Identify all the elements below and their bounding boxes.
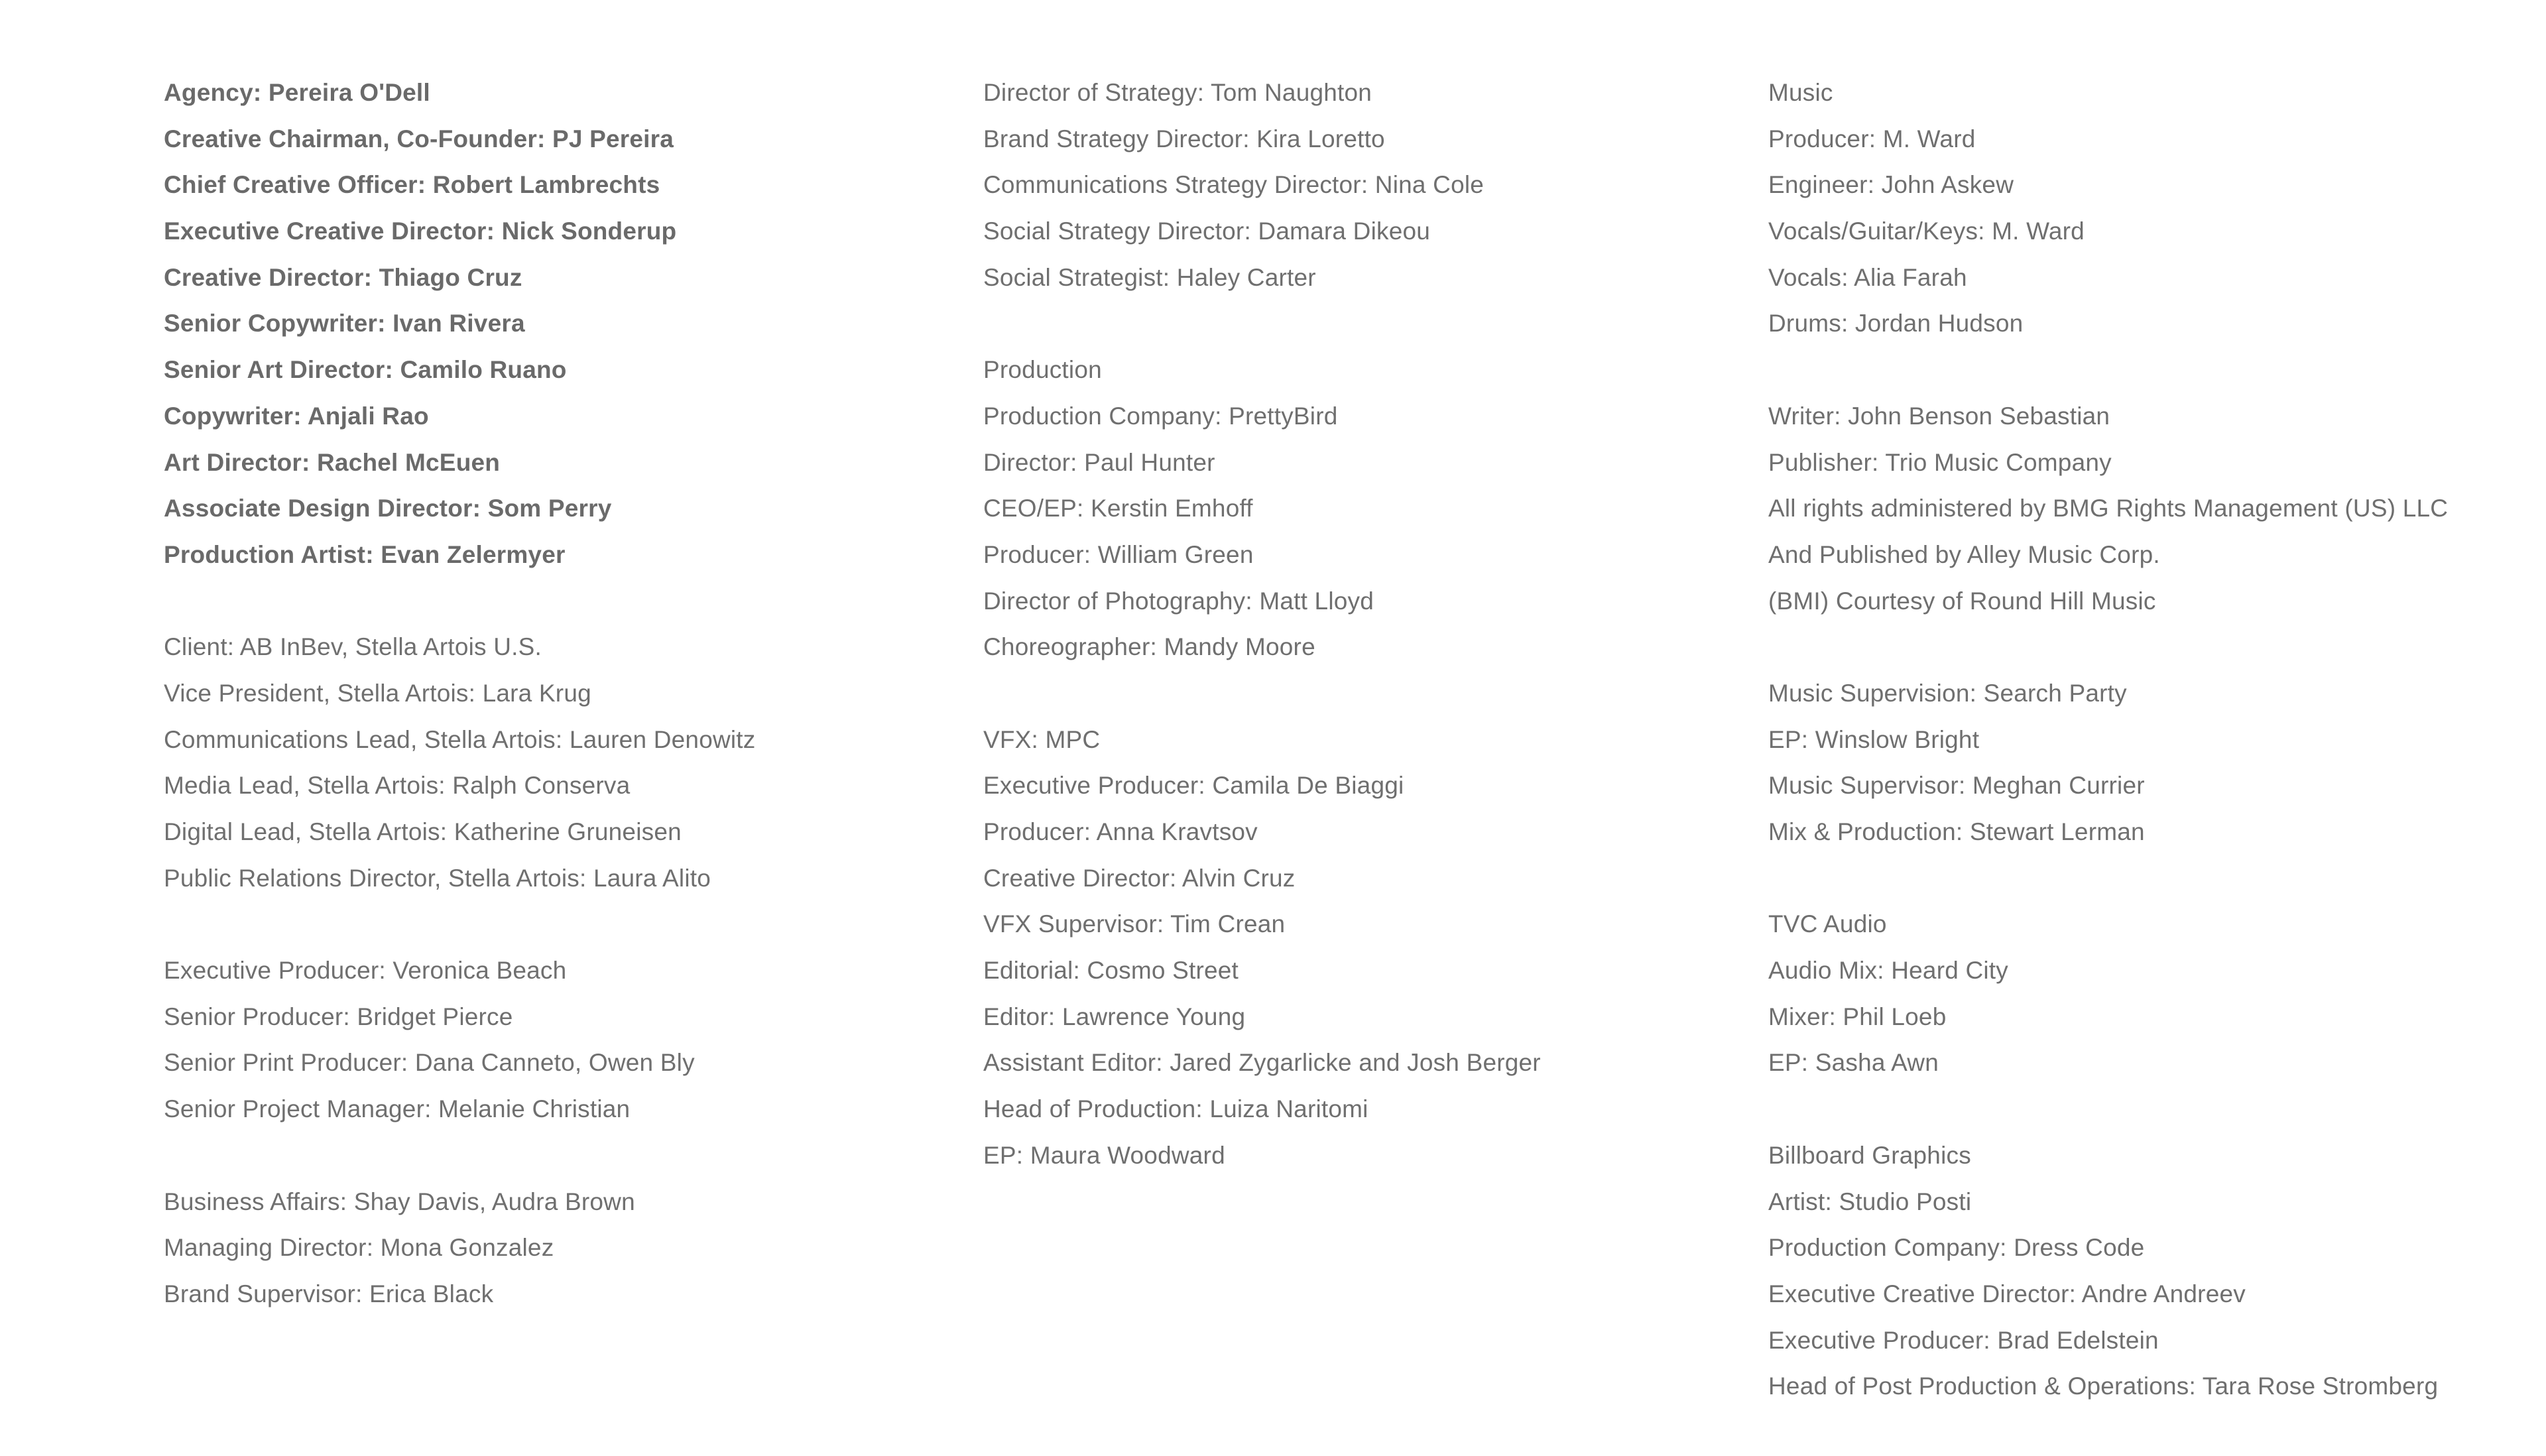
credit-line: Senior Copywriter: Ivan Rivera [164,310,525,337]
credit-line: Communications Strategy Director: Nina Cole [983,171,1485,199]
credit-group [164,70,756,578]
credit-line: Brand Strategy Director: Kira Loretto [983,125,1385,152]
credit-line: Production Artist: Evan Zelermyer [164,540,566,568]
credit-line: Engineer: John Askew [1768,171,2014,199]
credit-line: (BMI) Courtesy of Round Hill Music [1768,587,2156,615]
credit-line: Executive Creative Director: Andre Andreev [1768,1280,2246,1307]
credit-line: Audio Mix: Heard City [1768,957,2008,985]
credit-line: Director of Strategy: Tom Naughton [983,79,1372,106]
credit-line: Senior Art Director: Camilo Ruano [164,356,567,384]
credit-line: Social Strategist: Haley Carter [983,263,1316,291]
credit-line: Agency: Pereira O'Dell [164,79,430,106]
credit-line: Artist: Studio Posti [1768,1187,1972,1215]
credit-group [1768,1132,2448,1410]
credit-line: Copywriter: Anjali Rao [164,402,429,430]
credit-line: Creative Chairman, Co-Founder: PJ Pereira [164,125,674,152]
credit-line: Executive Producer: Brad Edelstein [1768,1326,2159,1354]
credit-line: Billboard Graphics [1768,1141,1971,1169]
credit-line: Media Lead, Stella Artois: Ralph Conserva [164,772,631,800]
credit-line: EP: Sasha Awn [1768,1049,1939,1077]
credit-line: Communications Lead, Stella Artois: Lauren Denowitz [164,725,756,753]
credit-line: CEO/EP: Kerstin Emhoff [983,495,1253,522]
credit-group [1768,70,2448,347]
credit-group [164,624,756,901]
credit-line: Business Affairs: Shay Davis, Audra Brown [164,1187,635,1215]
credit-line: Public Relations Director, Stella Artois: Laura Alito [164,864,711,892]
credit-line: VFX: MPC [983,725,1101,753]
credit-line: Publisher: Trio Music Company [1768,448,2112,476]
credit-line: Chief Creative Officer: Robert Lambrechts [164,171,660,199]
credit-group [1768,670,2448,855]
credit-line: EP: Winslow Bright [1768,725,1980,753]
credit-line: Music Supervision: Search Party [1768,679,2127,707]
credit-line: Senior Print Producer: Dana Canneto, Owen Bly [164,1049,695,1077]
credit-line: Brand Supervisor: Erica Black [164,1280,494,1307]
credit-line: Drums: Jordan Hudson [1768,310,2024,337]
credit-line: Production [983,356,1102,384]
credit-line: Producer: William Green [983,540,1254,568]
credit-group [1768,901,2448,1086]
credit-group [983,70,1541,300]
credit-line: Production Company: PrettyBird [983,402,1338,430]
credit-line: Executive Producer: Veronica Beach [164,957,567,985]
credits-column-1 [164,70,756,1363]
credit-group [1768,393,2448,624]
credit-group [164,1179,756,1317]
credit-line: EP: Maura Woodward [983,1141,1225,1169]
credit-line: Producer: Anna Kravtsov [983,818,1258,845]
credit-line: Vocals: Alia Farah [1768,263,1967,291]
credit-group [164,947,756,1132]
credit-line: Mixer: Phil Loeb [1768,1002,1947,1030]
credit-line: Producer: M. Ward [1768,125,1976,152]
credit-group [983,717,1541,1179]
credit-line: Music [1768,79,1833,106]
credit-line: Social Strategy Director: Damara Dikeou [983,217,1431,245]
credits-column-3 [1768,70,2448,1456]
credit-line: Writer: John Benson Sebastian [1768,402,2110,430]
credit-line: Choreographer: Mandy Moore [983,633,1315,661]
credit-line: Assistant Editor: Jared Zygarlicke and Josh Berger [983,1049,1541,1077]
credit-line: Client: AB InBev, Stella Artois U.S. [164,633,542,661]
credit-group [983,347,1541,670]
credit-line: Creative Director: Thiago Cruz [164,263,522,291]
credit-line: Art Director: Rachel McEuen [164,448,501,476]
credit-line: Editor: Lawrence Young [983,1002,1246,1030]
credit-line: Vice President, Stella Artois: Lara Krug [164,679,591,707]
credit-line: VFX Supervisor: Tim Crean [983,910,1286,938]
credit-line: Editorial: Cosmo Street [983,957,1239,985]
credit-line: All rights administered by BMG Rights Management (US) LLC [1768,495,2449,522]
credit-line: Music Supervisor: Meghan Currier [1768,772,2145,800]
credit-line: Managing Director: Mona Gonzalez [164,1234,554,1262]
credit-line: TVC Audio [1768,910,1887,938]
credit-line: And Published by Alley Music Corp. [1768,540,2160,568]
credit-line: Head of Production: Luiza Naritomi [983,1095,1368,1123]
credit-line: Senior Producer: Bridget Pierce [164,1002,513,1030]
credit-line: Associate Design Director: Som Perry [164,495,612,522]
credit-line: Senior Project Manager: Melanie Christian [164,1095,631,1123]
credit-line: Director: Paul Hunter [983,448,1215,476]
credit-line: Executive Producer: Camila De Biaggi [983,772,1404,800]
credit-line: Digital Lead, Stella Artois: Katherine Gruneisen [164,818,682,845]
credit-line: Director of Photography: Matt Lloyd [983,587,1374,615]
credits-column-2 [983,70,1541,1225]
credit-line: Vocals/Guitar/Keys: M. Ward [1768,217,2085,245]
credit-line: Head of Post Production & Operations: Tara Rose Stromberg [1768,1372,2439,1400]
credit-line: Executive Creative Director: Nick Sonderup [164,217,677,245]
credit-line: Creative Director: Alvin Cruz [983,864,1296,892]
credit-line: Production Company: Dress Code [1768,1234,2145,1262]
credit-line: Mix & Production: Stewart Lerman [1768,818,2145,845]
